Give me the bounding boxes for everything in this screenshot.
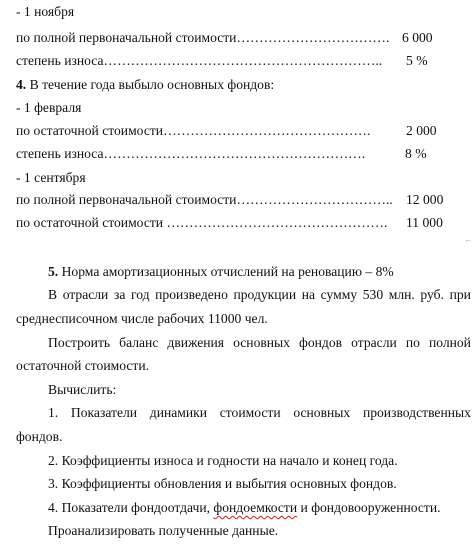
row-label: степень износа…………………………………………………. [16,146,366,161]
word: В [48,287,58,302]
word: продукции [233,287,297,302]
word: при [449,287,471,302]
word: млн. [388,287,415,302]
row-label: по остаточной стоимости………………………………………. [16,123,371,138]
paragraph-1-line-1 [48,287,471,303]
row-label: степень износа…………………………………………………….. [16,53,383,68]
word: 530 [362,287,384,302]
word: по [405,335,420,350]
date-november: - 1 ноября [16,4,75,19]
compute-heading: Вычислить: [48,382,117,397]
word: производственных [362,405,471,420]
task-4-start: 4. Показатели фондоотдачи, [48,500,214,515]
word: руб. [420,287,444,302]
word: произведено [155,287,228,302]
section-5-heading [48,263,394,281]
row-label: по полной первоначальной стоимости…………………………….. [16,192,393,207]
row-value: 8 % [405,146,427,161]
word: стоимости [219,405,281,420]
word: фондов [299,335,343,350]
word: Построить [48,335,111,350]
word: отрасли [62,287,109,302]
word: Показатели [70,405,138,420]
row-value: 2 000 [406,123,437,138]
word: за [113,287,126,302]
row-value: 5 % [406,53,428,68]
paragraph-2-line-1 [48,335,471,351]
word: динамики [149,405,208,420]
task-3: 3. Коэффициенты обновления и выбытия основных фондов. [48,476,397,491]
section-5-title: Норма амортизационных отчислений на реновацию – 8% [58,264,394,279]
task-4-end: и фондовооруженности. [297,500,441,515]
paragraph-2-line-2: остаточной стоимости. [16,358,149,373]
section-5-number: 5. [48,264,59,279]
margin-mark: ⌐ [466,236,471,245]
task-1-line-2: фондов. [16,429,63,444]
paragraph-1-line-2: среднесписочном числе рабочих 11000 чел. [16,311,268,326]
row-value: 6 000 [402,30,433,45]
section-4-heading [16,76,274,94]
word: 1. [48,405,59,420]
word: основных [293,405,351,420]
task-1-line-1 [48,405,471,421]
section-4-title: В течение года выбыло основных фондов: [26,77,275,92]
word: движения [167,335,225,350]
word: сумму [320,287,358,302]
date-february: - 1 февраля [16,100,82,115]
row-label: по остаточной стоимости …………………………………………. [16,215,388,230]
section-4-number: 4. [16,77,27,92]
word: основных [233,335,290,350]
task-2: 2. Коэффициенты износа и годности на начало и конец года. [48,453,398,468]
word: год [130,287,150,302]
word: полной [428,335,471,350]
task-4 [48,499,441,517]
spellcheck-word: фондоемкости [213,500,298,515]
row-value: 11 000 [406,215,443,230]
row-value: 12 000 [406,192,444,207]
word: баланс [119,335,159,350]
word: отрасли [351,335,397,350]
date-september: - 1 сентября [16,170,86,185]
word: на [301,287,316,302]
final-instruction: Проанализировать полученные данные. [48,523,279,538]
row-label: по полной первоначальной стоимости……………………………. [16,30,390,45]
